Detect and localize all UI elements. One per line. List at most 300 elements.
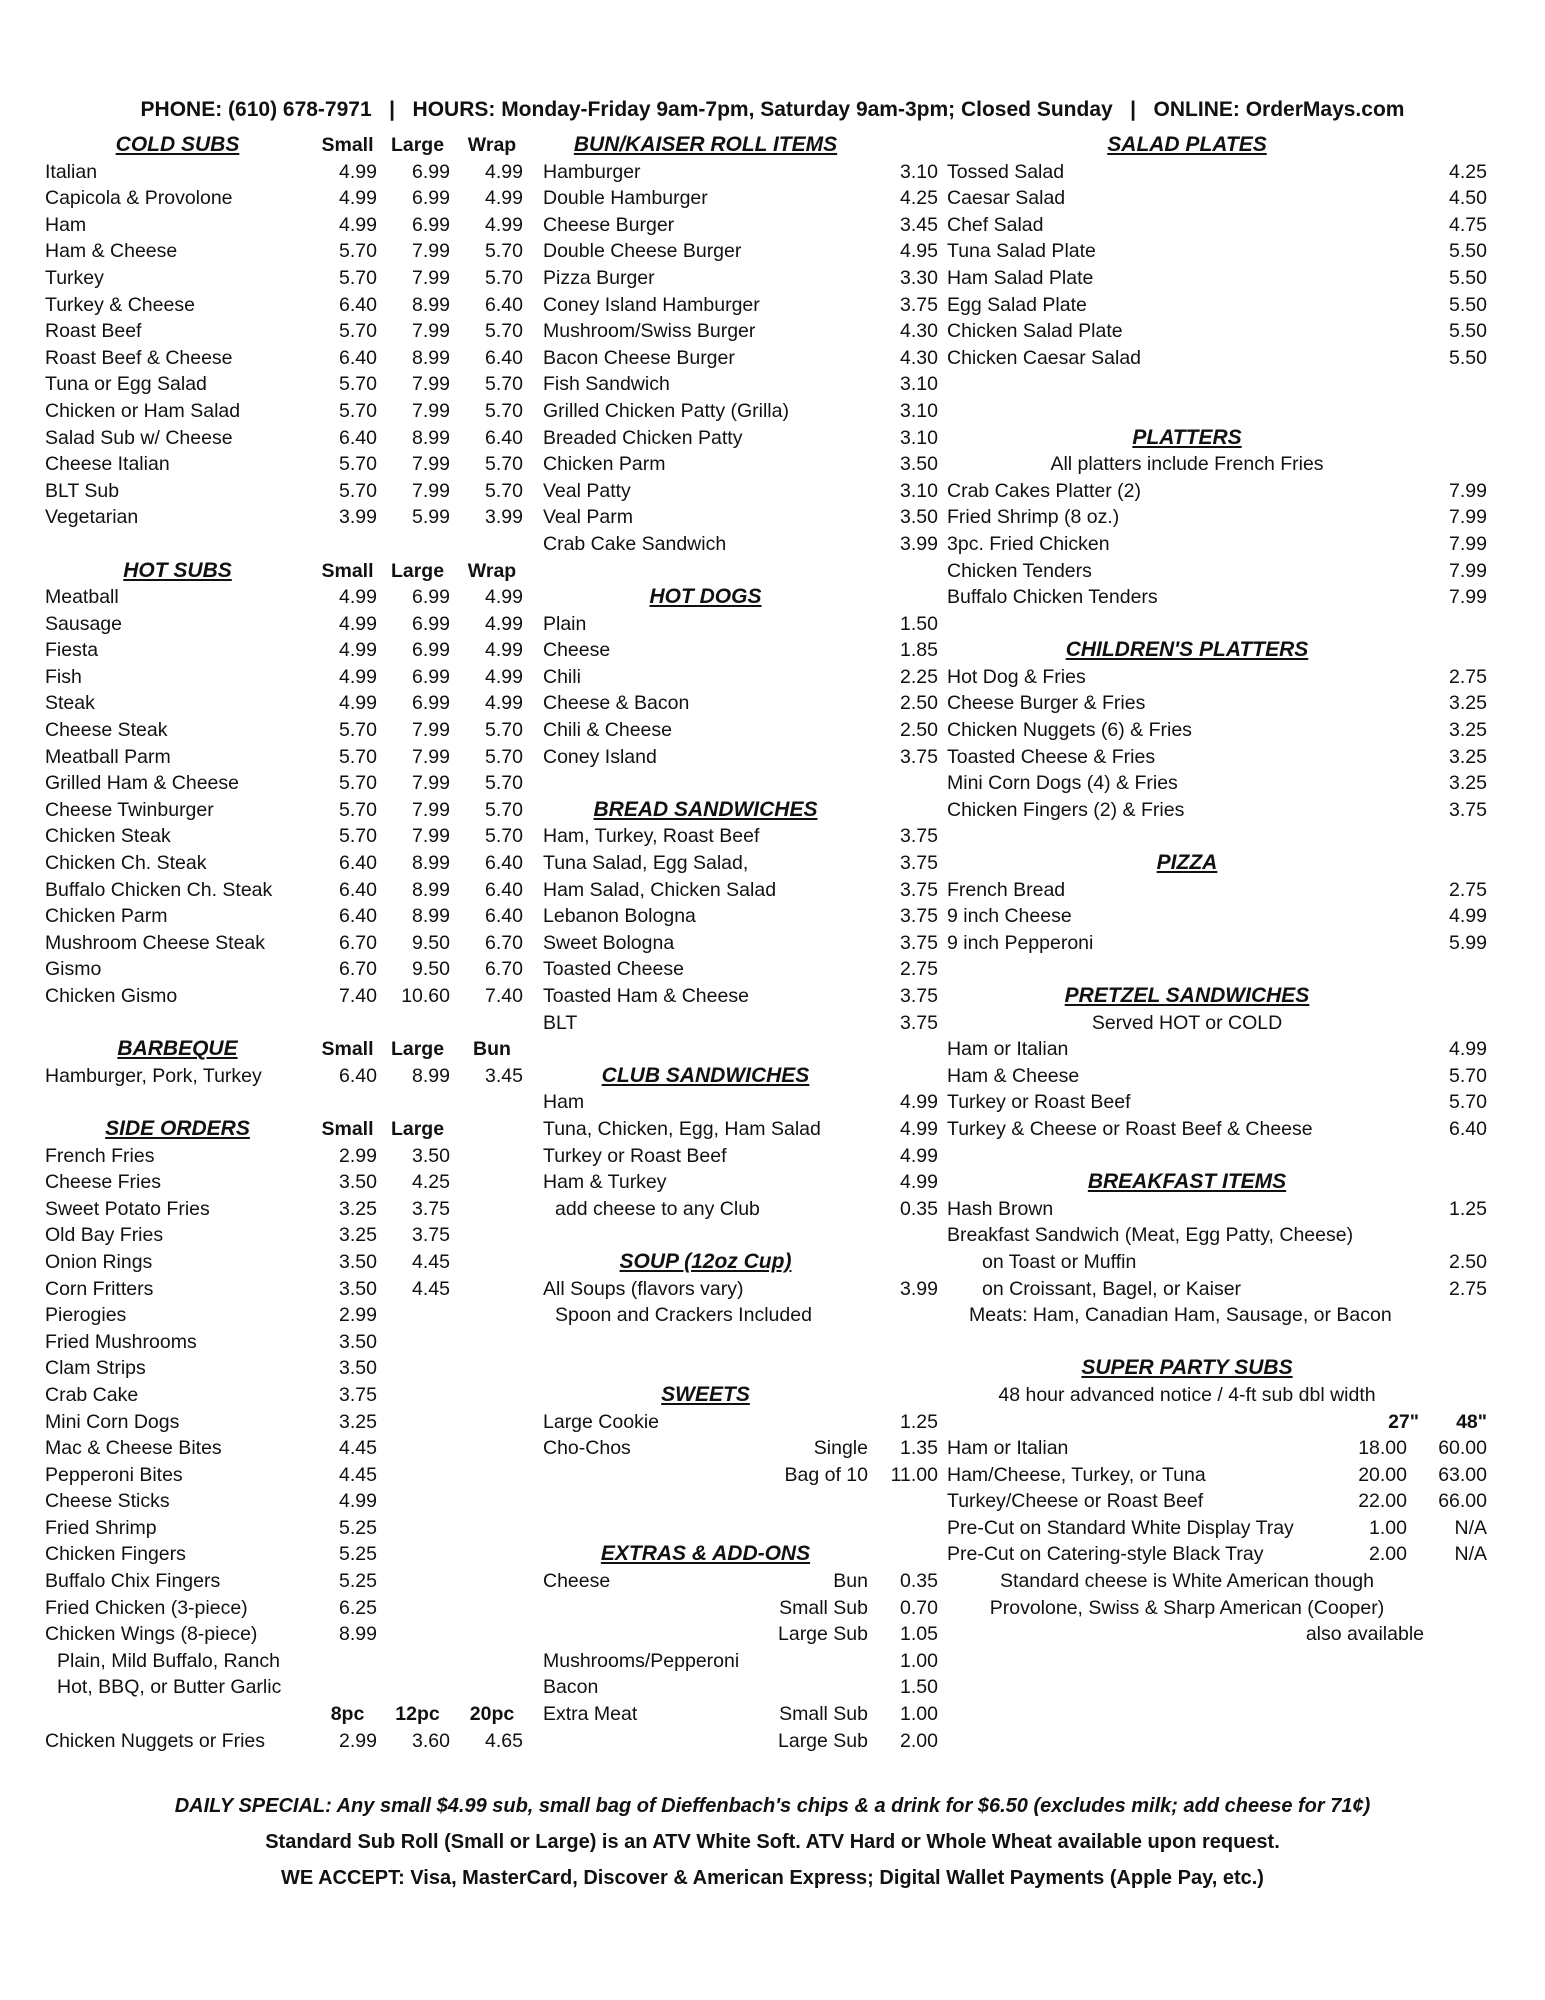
menu-item xyxy=(543,265,943,292)
item-price: 5.70 xyxy=(1449,1064,1487,1087)
item-name: Ham & Cheese xyxy=(45,240,178,263)
section-title: BREAD SANDWICHES xyxy=(593,797,818,821)
item-name: Tossed Salad xyxy=(947,160,1065,183)
menu-item xyxy=(45,1143,535,1170)
item-price: 5.99 xyxy=(1449,931,1487,954)
item-name: Ham Salad, Chicken Salad xyxy=(543,878,777,901)
item-name: Capicola & Provolone xyxy=(45,187,233,210)
item-price: 2.75 xyxy=(1449,665,1487,688)
item-name: Crab Cake xyxy=(45,1383,139,1406)
menu-item xyxy=(543,1728,943,1755)
item-price: 63.00 xyxy=(1438,1463,1487,1486)
item-name: Mushroom/Swiss Burger xyxy=(543,320,756,343)
menu-item xyxy=(947,1249,1487,1276)
column-heading: Large xyxy=(390,134,445,156)
item-price: 5.70 xyxy=(485,772,523,795)
item-price: 3.75 xyxy=(900,825,938,848)
menu-item xyxy=(45,1382,535,1409)
section-title: SIDE ORDERS xyxy=(105,1116,250,1140)
daily-special: DAILY SPECIAL: Any small $4.99 sub, small bag of Dieffenbach's chips & a drink for $6.50 (excludes milk; add cheese for 71¢) xyxy=(174,1795,1371,1817)
item-price: 5.70 xyxy=(339,772,377,795)
item-price: 5.70 xyxy=(485,479,523,502)
note-text: Provolone, Swiss & Sharp American (Cooper) xyxy=(989,1596,1385,1619)
item-name: 9 inch Cheese xyxy=(947,905,1072,928)
item-price: 4.99 xyxy=(485,692,523,715)
item-name: Cheese Burger & Fries xyxy=(947,692,1146,715)
item-price: 7.99 xyxy=(412,719,450,742)
menu-item xyxy=(947,531,1487,558)
item-price: 8.99 xyxy=(412,346,450,369)
item-price: 3.10 xyxy=(900,160,938,183)
item-price: 4.99 xyxy=(339,612,377,635)
item-price: 7.99 xyxy=(1449,586,1487,609)
menu-item xyxy=(45,1302,535,1329)
item-price: 4.99 xyxy=(485,639,523,662)
column-heading: Wrap xyxy=(467,559,517,582)
section-header xyxy=(947,850,1487,877)
item-price: 6.40 xyxy=(485,346,523,369)
menu-item xyxy=(45,1409,535,1436)
section-header xyxy=(947,1355,1487,1382)
item-price: 4.99 xyxy=(339,187,377,210)
menu-item xyxy=(543,850,943,877)
item-name: Turkey or Roast Beef xyxy=(947,1091,1131,1114)
section-title: EXTRAS & ADD-ONS xyxy=(600,1542,811,1566)
menu-item xyxy=(543,504,943,531)
spacer xyxy=(947,371,1487,398)
item-price: 3.50 xyxy=(339,1250,377,1273)
item-price: 3.75 xyxy=(900,985,938,1007)
item-name: Hamburger xyxy=(543,160,641,183)
menu-item xyxy=(947,1276,1487,1303)
item-price: 3.30 xyxy=(900,266,938,289)
menu-item xyxy=(45,690,535,717)
menu-item xyxy=(947,744,1487,771)
item-price: 3.25 xyxy=(1449,745,1487,768)
section-title: SUPER PARTY SUBS xyxy=(1081,1356,1293,1380)
item-name: Chicken Salad Plate xyxy=(947,320,1123,343)
item-price: 3.50 xyxy=(900,506,938,529)
menu-item xyxy=(45,1435,535,1462)
item-name: Cheese Fries xyxy=(45,1171,161,1194)
menu-item xyxy=(543,1701,943,1728)
menu-item xyxy=(947,797,1487,824)
item-name: Ham or Italian xyxy=(947,1038,1069,1061)
item-name: Fried Shrimp (8 oz.) xyxy=(947,506,1120,529)
item-price: 60.00 xyxy=(1438,1437,1487,1460)
menu-item xyxy=(543,531,943,558)
item-name: Tuna Salad, Egg Salad, xyxy=(543,852,749,875)
party-sub-note xyxy=(947,1621,1487,1648)
menu-item xyxy=(947,558,1487,585)
menu-item xyxy=(543,1276,943,1303)
item-price: 7.99 xyxy=(1449,479,1487,502)
item-name: Chili & Cheese xyxy=(543,719,672,742)
item-name: Chicken Nuggets or Fries xyxy=(45,1729,266,1752)
item-price: 5.70 xyxy=(339,373,377,396)
spacer xyxy=(543,1329,943,1356)
section-title: BUN/KAISER ROLL ITEMS xyxy=(573,133,838,156)
item-price: 7.99 xyxy=(412,453,450,476)
item-price: 7.99 xyxy=(412,798,450,821)
item-price: 6.99 xyxy=(412,187,450,210)
menu-item xyxy=(543,1462,943,1489)
column-heading: 48" xyxy=(1456,1410,1487,1433)
section-header xyxy=(45,1116,535,1143)
item-name: Turkey or Roast Beef xyxy=(543,1144,727,1167)
column-heading: Small xyxy=(321,1117,374,1140)
item-name: Coney Island xyxy=(543,745,657,768)
item-price: 3.50 xyxy=(339,1171,377,1194)
item-price: 1.00 xyxy=(900,1703,938,1726)
menu-item xyxy=(947,265,1487,292)
item-price: 2.99 xyxy=(339,1304,377,1327)
item-name: Toasted Cheese xyxy=(543,958,684,981)
menu-item xyxy=(45,903,535,930)
item-price: 6.40 xyxy=(339,852,377,875)
menu-item xyxy=(45,159,535,186)
item-price: 9.50 xyxy=(412,931,450,954)
item-price: 5.70 xyxy=(339,798,377,821)
item-price: 4.99 xyxy=(485,665,523,688)
item-price: 7.99 xyxy=(412,373,450,396)
menu-item xyxy=(45,717,535,744)
item-price: 2.75 xyxy=(1449,878,1487,901)
item-price: 2.00 xyxy=(1369,1543,1407,1566)
note-text: Served HOT or COLD xyxy=(1091,1011,1283,1034)
column-heading: 8pc xyxy=(330,1703,365,1726)
item-name: Chicken Wings (8-piece) xyxy=(45,1623,258,1646)
spacer xyxy=(543,558,943,585)
item-name: Turkey/Cheese or Roast Beef xyxy=(947,1490,1204,1513)
item-name: Crab Cake Sandwich xyxy=(543,532,727,555)
item-name: Pepperoni Bites xyxy=(45,1463,183,1486)
item-price: 7.99 xyxy=(1449,532,1487,555)
party-sub-item xyxy=(947,1462,1487,1489)
section-title: SALAD PLATES xyxy=(1107,133,1267,156)
item-price: 6.40 xyxy=(339,905,377,928)
item-price: 4.99 xyxy=(339,692,377,715)
menu-item xyxy=(45,1169,535,1196)
section-title: PRETZEL SANDWICHES xyxy=(1064,984,1310,1007)
item-price: 6.70 xyxy=(339,931,377,954)
menu-item xyxy=(543,823,943,850)
item-variant: Bag of 10 xyxy=(784,1463,868,1486)
section-header xyxy=(45,558,535,585)
item-name: Ham, Turkey, Roast Beef xyxy=(543,825,760,848)
item-name: Gismo xyxy=(45,958,102,981)
item-name: All Soups (flavors vary) xyxy=(543,1277,744,1300)
item-name: Caesar Salad xyxy=(947,187,1066,210)
menu-item xyxy=(45,478,535,505)
spacer xyxy=(45,1089,535,1116)
menu-item xyxy=(45,451,535,478)
item-price: 3.10 xyxy=(900,373,938,396)
menu-item xyxy=(543,371,943,398)
item-variant: Single xyxy=(813,1437,868,1460)
menu-item xyxy=(543,212,943,239)
menu-item xyxy=(543,1089,943,1116)
item-price: 6.40 xyxy=(485,878,523,901)
item-name: Onion Rings xyxy=(45,1250,153,1273)
menu-item xyxy=(543,637,943,664)
item-price: 5.70 xyxy=(339,266,377,289)
item-name: add cheese to any Club xyxy=(555,1197,760,1220)
item-price: 5.70 xyxy=(485,798,523,821)
item-price: 6.40 xyxy=(1449,1117,1487,1140)
item-price: 4.95 xyxy=(900,240,938,263)
item-price: 3.10 xyxy=(900,479,938,502)
spacer xyxy=(947,956,1487,983)
item-price: 2.25 xyxy=(900,665,938,688)
item-price: 5.70 xyxy=(339,399,377,422)
spacer xyxy=(45,531,535,558)
menu-item xyxy=(543,744,943,771)
item-price: 3.99 xyxy=(900,1277,938,1300)
menu-item xyxy=(543,877,943,904)
item-price: 4.99 xyxy=(485,586,523,609)
item-price: 20.00 xyxy=(1358,1463,1407,1486)
item-name: Chicken Parm xyxy=(543,453,666,476)
menu-column-sandwiches xyxy=(543,132,943,1754)
item-price: 4.99 xyxy=(485,160,523,183)
item-name: Ham/Cheese, Turkey, or Tuna xyxy=(947,1463,1206,1486)
item-price: 4.99 xyxy=(339,213,377,236)
item-price: 3.75 xyxy=(412,1197,450,1220)
item-price: 1.00 xyxy=(900,1649,938,1672)
item-price: 3.10 xyxy=(900,426,938,449)
item-name: Chicken Steak xyxy=(45,825,171,848)
column-heading: Small xyxy=(321,559,374,582)
note-text: Plain, Mild Buffalo, Ranch xyxy=(57,1649,280,1672)
item-price: 4.99 xyxy=(900,1171,938,1194)
item-variant: Large Sub xyxy=(778,1729,868,1752)
item-price: 4.25 xyxy=(1449,160,1487,183)
menu-item xyxy=(947,690,1487,717)
menu-item xyxy=(45,265,535,292)
menu-item xyxy=(947,159,1487,186)
item-price: 4.99 xyxy=(339,160,377,183)
menu-item xyxy=(947,238,1487,265)
section-header xyxy=(543,1063,943,1090)
section-note xyxy=(947,1382,1487,1409)
menu-item xyxy=(947,664,1487,691)
item-price: 7.99 xyxy=(1449,506,1487,529)
item-price: 5.70 xyxy=(485,399,523,422)
item-price: 1.05 xyxy=(900,1623,938,1646)
item-price: 22.00 xyxy=(1358,1490,1407,1513)
column-heading: Large xyxy=(390,1117,445,1140)
item-name: French Fries xyxy=(45,1144,155,1167)
item-name: Cheese Twinburger xyxy=(45,798,214,821)
item-price: 1.50 xyxy=(900,612,938,635)
item-price: 8.99 xyxy=(412,852,450,875)
item-price: 4.65 xyxy=(485,1729,523,1752)
item-name: Old Bay Fries xyxy=(45,1224,164,1247)
item-name: Hot Dog & Fries xyxy=(947,665,1086,688)
menu-item xyxy=(543,664,943,691)
item-price: 6.99 xyxy=(412,160,450,183)
menu-item xyxy=(45,1568,535,1595)
menu-item xyxy=(45,504,535,531)
item-price: 5.70 xyxy=(485,373,523,396)
item-price: 4.99 xyxy=(339,639,377,662)
menu-item xyxy=(45,1063,535,1090)
item-name: Mushrooms/Pepperoni xyxy=(543,1649,740,1672)
item-price: 1.50 xyxy=(900,1676,938,1699)
item-price: N/A xyxy=(1454,1543,1487,1566)
item-price: 3.25 xyxy=(339,1197,377,1220)
spacer xyxy=(543,1036,943,1063)
item-price: 6.70 xyxy=(339,958,377,981)
menu-item xyxy=(45,398,535,425)
item-name: Ham or Italian xyxy=(947,1437,1069,1460)
item-name: Fish Sandwich xyxy=(543,373,670,396)
item-name: Pre-Cut on Standard White Display Tray xyxy=(947,1516,1294,1539)
menu-item xyxy=(45,1276,535,1303)
menu-item xyxy=(45,345,535,372)
column-heading: Large xyxy=(390,1038,445,1061)
item-price: 6.40 xyxy=(339,293,377,316)
item-price: 6.40 xyxy=(339,426,377,449)
menu-item xyxy=(543,690,943,717)
note-text: 48 hour advanced notice / 4-ft sub dbl width xyxy=(998,1383,1376,1406)
item-name: Sweet Bologna xyxy=(543,931,675,954)
item-name: Breakfast Sandwich (Meat, Egg Patty, Cheese) xyxy=(947,1224,1354,1247)
item-price: 5.25 xyxy=(339,1543,377,1566)
item-name: Ham Salad Plate xyxy=(947,266,1094,289)
item-name: Buffalo Chix Fingers xyxy=(45,1570,221,1593)
menu-item xyxy=(45,212,535,239)
menu-item xyxy=(543,1010,943,1037)
section-header xyxy=(543,797,943,824)
item-name: 9 inch Pepperoni xyxy=(947,931,1094,954)
menu-item xyxy=(947,292,1487,319)
menu-item xyxy=(45,584,535,611)
menu-item xyxy=(45,823,535,850)
item-name: Clam Strips xyxy=(45,1357,146,1380)
menu-item xyxy=(45,1196,535,1223)
menu-column-subs-sides xyxy=(45,132,535,1754)
item-price: 6.99 xyxy=(412,692,450,715)
menu-item xyxy=(947,717,1487,744)
item-price: 0.35 xyxy=(900,1197,938,1220)
party-sub-item xyxy=(947,1541,1487,1568)
item-name: Chicken Nuggets (6) & Fries xyxy=(947,719,1192,742)
section-title: SOUP (12oz Cup) xyxy=(619,1249,792,1273)
section-title: PIZZA xyxy=(1156,851,1218,875)
party-sub-item xyxy=(947,1488,1487,1515)
column-heading: Wrap xyxy=(467,134,517,156)
column-heading: 27" xyxy=(1388,1410,1419,1433)
menu-item xyxy=(45,1595,535,1622)
item-price: 4.99 xyxy=(1449,1038,1487,1061)
menu-item xyxy=(543,983,943,1010)
section-header xyxy=(947,425,1487,452)
menu-item xyxy=(543,930,943,957)
menu-item xyxy=(947,478,1487,505)
menu-item xyxy=(45,1249,535,1276)
item-price: 5.70 xyxy=(339,320,377,343)
item-name: Tuna Salad Plate xyxy=(947,240,1096,263)
item-name: Spoon and Crackers Included xyxy=(555,1304,812,1327)
item-price: 5.70 xyxy=(339,745,377,768)
item-name: Buffalo Chicken Ch. Steak xyxy=(45,878,273,901)
item-name: Pre-Cut on Catering-style Black Tray xyxy=(947,1543,1264,1566)
item-price: 3.75 xyxy=(900,745,938,768)
item-name: Veal Parm xyxy=(543,506,633,529)
menu-item xyxy=(947,212,1487,239)
item-name: on Toast or Muffin xyxy=(982,1250,1137,1273)
item-name: Veal Patty xyxy=(543,479,631,502)
menu-item xyxy=(947,877,1487,904)
menu-item xyxy=(45,611,535,638)
menu-item xyxy=(543,1674,943,1701)
menu-item xyxy=(543,159,943,186)
item-name: Fiesta xyxy=(45,639,99,662)
payment-methods: WE ACCEPT: Visa, MasterCard, Discover & American Express; Digital Wallet Payments (Apple Pay, etc.) xyxy=(281,1867,1264,1889)
item-price: 5.70 xyxy=(1449,1091,1487,1114)
item-name: Fish xyxy=(45,665,82,688)
item-price: 4.99 xyxy=(485,612,523,635)
item-price: 3.75 xyxy=(900,905,938,928)
menu-item xyxy=(543,292,943,319)
item-price: 1.25 xyxy=(900,1410,938,1433)
item-name: Plain xyxy=(543,612,587,635)
item-price: 3.50 xyxy=(339,1330,377,1353)
item-name: Sausage xyxy=(45,612,122,635)
item-name: Cheese & Bacon xyxy=(543,692,690,715)
item-price: 3.25 xyxy=(1449,692,1487,715)
item-name: on Croissant, Bagel, or Kaiser xyxy=(982,1277,1242,1300)
item-name: Roast Beef xyxy=(45,320,142,343)
menu-item xyxy=(543,1169,943,1196)
spacer xyxy=(543,1222,943,1249)
item-price: 3.75 xyxy=(900,1011,938,1034)
item-price: 3.75 xyxy=(339,1383,377,1406)
item-variant: Bun xyxy=(833,1570,868,1593)
section-header xyxy=(947,983,1487,1010)
item-price: 2.75 xyxy=(900,958,938,981)
menu-item xyxy=(45,850,535,877)
spacer xyxy=(45,1010,535,1037)
item-name: Bacon xyxy=(543,1676,599,1699)
menu-item xyxy=(45,1488,535,1515)
item-price: 3.60 xyxy=(412,1729,450,1752)
item-name: Cheese xyxy=(543,639,611,662)
item-price: 5.70 xyxy=(339,240,377,263)
party-sub-note xyxy=(947,1595,1487,1622)
menu-item xyxy=(543,1143,943,1170)
item-name: Mini Corn Dogs (4) & Fries xyxy=(947,772,1178,795)
item-name: Tuna, Chicken, Egg, Ham Salad xyxy=(543,1117,821,1140)
menu-item xyxy=(543,956,943,983)
item-price: 66.00 xyxy=(1438,1490,1487,1513)
column-heading: Small xyxy=(321,1038,374,1061)
section-header xyxy=(45,132,535,159)
menu-item xyxy=(45,1462,535,1489)
item-price: 3.50 xyxy=(412,1144,450,1167)
item-price: 4.75 xyxy=(1449,213,1487,236)
item-name: Cho-Chos xyxy=(543,1437,631,1460)
item-price: 5.70 xyxy=(339,825,377,848)
item-price: N/A xyxy=(1454,1516,1487,1539)
item-name: Tuna or Egg Salad xyxy=(45,373,207,396)
section-title: CHILDREN'S PLATTERS xyxy=(1065,638,1309,662)
item-price: 3.50 xyxy=(900,453,938,476)
item-price: 4.99 xyxy=(1449,905,1487,928)
item-name: Steak xyxy=(45,692,95,715)
